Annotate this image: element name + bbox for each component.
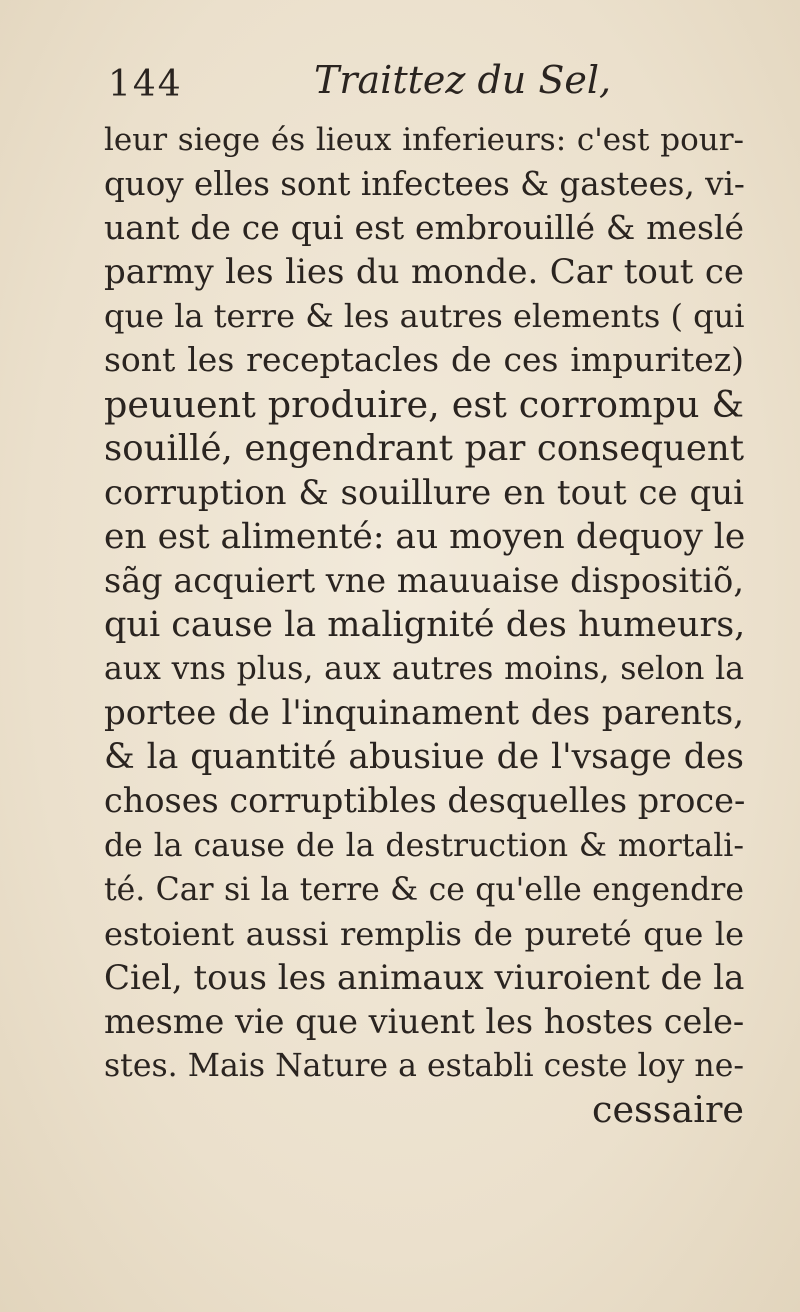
text-line: quoy elles sont infectees & gastees, vi- xyxy=(104,165,745,204)
text-line: stes. Mais Nature a establi ceste loy ne- xyxy=(104,1047,744,1084)
text-line: sãg acquiert vne mauuaise dispositiõ, xyxy=(104,560,744,600)
text-line: de la cause de la destruction & mortali- xyxy=(104,827,744,864)
text-line: mesme vie que viuent les hostes cele- xyxy=(104,1001,745,1041)
text-line: aux vns plus, aux autres moins, selon la xyxy=(104,651,744,688)
text-line: choses corruptibles desquelles proce- xyxy=(104,781,746,821)
text-line: uant de ce qui est embrouillé & meslé xyxy=(104,208,744,248)
text-line: en est alimenté: au moyen dequoy le xyxy=(104,516,746,557)
text-line: té. Car si la terre & ce qu'elle engendre xyxy=(104,871,744,908)
body-text xyxy=(104,118,744,1132)
text-line: & la quantité abusiue de l'vsage des xyxy=(104,737,744,778)
running-title: Traittez du Sel, xyxy=(314,58,612,102)
page-header xyxy=(108,58,748,108)
text-line: estoient aussi remplis de pureté que le xyxy=(104,914,744,953)
text-line: Ciel, tous les animaux viuroient de la xyxy=(104,957,745,998)
text-line: corruption & souillure en tout ce qui xyxy=(104,472,744,513)
text-line: qui cause la malignité des humeurs, xyxy=(104,605,746,646)
text-line: portee de l'inquinament des parents, xyxy=(104,693,744,734)
catchword: cessaire xyxy=(592,1088,744,1132)
page-number: 144 xyxy=(108,64,183,105)
text-line: sont les receptacles de ces impuritez) xyxy=(104,340,744,380)
text-line: souillé, engendrant par consequent xyxy=(104,427,744,469)
text-line: parmy les lies du monde. Car tout ce xyxy=(104,252,744,293)
text-line: que la terre & les autres elements ( qui xyxy=(104,297,745,336)
text-line: peuuent produire, est corrompu & xyxy=(104,382,744,426)
text-line: leur siege és lieux inferieurs: c'est pour- xyxy=(104,122,744,158)
